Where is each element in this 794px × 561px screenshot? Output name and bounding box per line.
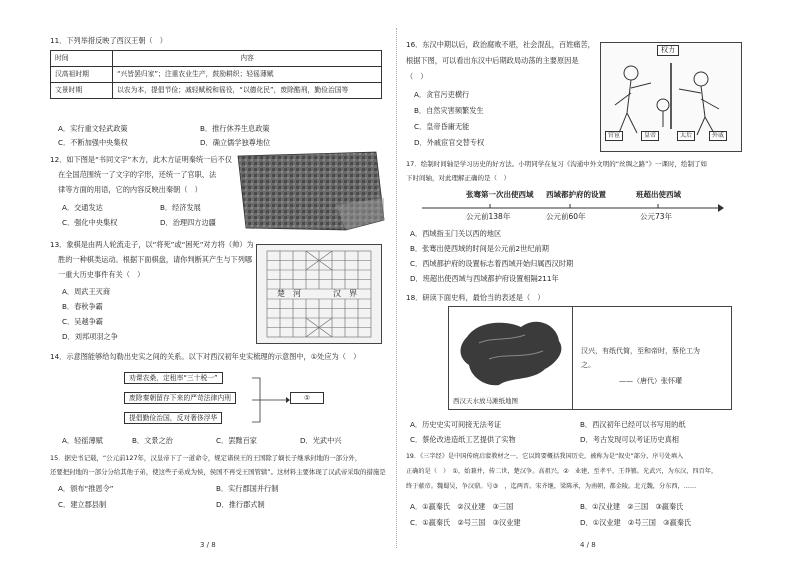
q18-map-panel [449, 307, 573, 409]
timeline-date-2: 公元前60年 [546, 212, 586, 221]
table-header-content: 内容 [113, 51, 382, 67]
paper-map-image [449, 307, 571, 393]
question-12-stem-line3: 律等方面的用语，它的内容反映出秦朝（ ） [58, 185, 202, 194]
q19-option-b[interactable]: B．①汉业建 ②三国 ③嬴秦氏 [580, 502, 684, 511]
q17-option-d[interactable]: D．班超出使西域与西域都护府设置相隔211年 [410, 274, 559, 283]
q14-option-a[interactable]: A．轻徭薄赋 [62, 436, 103, 445]
q17-option-b[interactable]: B．张骞出使西域的时间是公元前2世纪前期 [410, 244, 549, 253]
label-eunuch: 官宦 [605, 131, 623, 141]
table-cell: 文景时期 [51, 83, 113, 99]
table-row [51, 67, 382, 83]
board-text-han-jie: 汉 界 [333, 289, 357, 298]
page-number-left: 3 / 8 [200, 541, 216, 549]
question-13-stem-line1: 13．象棋是由两人轮流走子，以“将死”或“困死”对方将（帅）为 [50, 240, 254, 249]
q17-option-a[interactable]: A．西域指玉门关以西的地区 [410, 229, 502, 238]
page-number-right: 4 / 8 [580, 541, 596, 549]
q12-option-b[interactable]: B．经济发展 [160, 203, 201, 212]
flow-result-box: ① [290, 392, 324, 404]
map-caption: 西汉天水放马滩纸地图 [453, 397, 518, 405]
q16-option-b[interactable]: B．自然灾害频繁发生 [414, 106, 484, 115]
q14-option-d[interactable]: D．光武中兴 [300, 436, 342, 445]
quote-line-1: 汉兴，有纸代简，至和帝时，蔡伦工为 [581, 347, 700, 355]
table-header-time: 时间 [51, 51, 113, 67]
q12-option-a[interactable]: A．交通发达 [62, 203, 103, 212]
q18-material-box [448, 306, 732, 410]
q12-option-d[interactable]: D．治理四方边疆 [160, 218, 216, 227]
wooden-tablet-image [236, 150, 386, 232]
q11-option-b[interactable]: B．推行休养生息政策 [200, 124, 270, 133]
question-17-stem-line1: 17．绘制时间轴是学习历史的好方法。小明同学在复习《沟通中外文明的“丝绸之路”》一课时，绘制了如 [406, 160, 708, 168]
question-13-stem-line3: 一重大历史事件有关（ ） [58, 270, 145, 279]
timeline-event-2: 西域都护府的设置 [546, 190, 606, 199]
q13-option-b[interactable]: B．春秋争霸 [62, 302, 103, 311]
q13-option-a[interactable]: A．周武王灭商 [62, 287, 111, 296]
table-row [51, 51, 382, 67]
q19-option-c[interactable]: C．①嬴秦氏 ②号三国 ③汉业建 [410, 518, 521, 527]
q15-option-b[interactable]: B．实行郡国并行制 [216, 484, 279, 493]
flow-brace [250, 374, 290, 426]
chessboard-grid [257, 245, 381, 343]
q11-option-c[interactable]: C．不断加强中央集权 [58, 138, 128, 147]
question-14-stem: 14．示意图能够给勾勒出史实之间的关系。以下对西汉初年史实梳理的示意图中，①处应为（ ） [50, 352, 361, 361]
board-text-chu-he: 楚 河 [277, 289, 301, 298]
question-18-stem: 18．研读下面史料，最恰当的表述是（ ） [406, 293, 545, 302]
q13-option-c[interactable]: C．吴越争霸 [62, 317, 103, 326]
quote-source: ——（唐代）张怀瓘 [619, 377, 682, 385]
q18-option-b[interactable]: B．西汉初年已经可以书写用的纸 [580, 420, 686, 429]
label-emperor: 皇帝 [641, 131, 659, 141]
q15-option-a[interactable]: A．颁布“推恩令” [58, 484, 114, 493]
flow-box-2: 废除秦朝留存下来的严苛法律内刑 [124, 392, 236, 404]
power-struggle-cartoon [600, 42, 742, 152]
question-11-stem: 11．下列举措反映了西汉王朝（ ） [50, 36, 167, 45]
q13-option-d[interactable]: D．刘邦项羽之争 [62, 332, 118, 341]
flow-box-3: 提倡勤俭治国，反对奢侈浮华 [124, 412, 222, 424]
q12-option-c[interactable]: C．强化中央集权 [62, 218, 118, 227]
question-15-stem-line1: 15．据史书记载，“公元前127年，汉皇帝下了一道命令，规定诸侯王的王国除了嫡长子继承封地的一部分外， [50, 454, 362, 462]
quote-line-2: 之。 [581, 361, 595, 369]
timeline-date-1: 公元前138年 [466, 212, 511, 221]
question-19-stem-line1: 19．《三字经》是中国传统启蒙教材之一，它以简要概括我国历史，被称为是“叙史”部分，序号处填入 [406, 453, 684, 460]
question-12-stem-line2: 在全国范围统一了文字的字形，还统一了官职、法 [58, 170, 217, 179]
q18-option-a[interactable]: A．历史史实可间接无法考证 [410, 420, 502, 429]
timeline-event-1: 张骞第一次出使西域 [466, 190, 534, 199]
question-16-stem-line1: 16．东汉中期以后，政治腐败不堪，社会混乱，百姓痛苦， [406, 40, 595, 49]
q15-option-d[interactable]: D．推行郡式制 [216, 500, 265, 509]
question-17-stem-line2: 下时间轴，对此理解正确的是（ ） [406, 174, 510, 182]
label-consort-clan: 外戚 [709, 131, 727, 141]
timeline-date-3: 公元73年 [640, 212, 673, 221]
question-16-stem-line3: （ ） [406, 72, 428, 81]
q16-option-a[interactable]: A．贪官污吏横行 [414, 90, 470, 99]
q14-option-b[interactable]: B．文景之治 [132, 436, 173, 445]
table-row [51, 83, 382, 99]
q15-option-c[interactable]: C．建立郡县制 [58, 500, 107, 509]
q19-option-d[interactable]: D．①汉业建 ②号三国 ③嬴秦氏 [580, 518, 692, 527]
question-19-stem-line3: 终于献帝。魏蜀吴，争汉鼎。号③ ，迄两晋。宋齐继，梁陈承，为南朝，都金陵。北元魏，分东西，…… [406, 483, 697, 490]
table-cell: 汉高祖时期 [51, 67, 113, 83]
table-cell: “兴皆罢归家”；注重农业生产，鼓励耕织；轻徭薄赋 [113, 67, 382, 83]
question-16-stem-line2: 根据下图，可以看出东汉中后期政局动荡的主要原因是 [406, 56, 579, 65]
q14-option-c[interactable]: C．罢黜百家 [216, 436, 257, 445]
q18-option-c[interactable]: C．蔡伦改进造纸工艺提供了实物 [410, 435, 516, 444]
question-13-stem-line2: 胜的一种棋类运动。根据下面棋盘，请你判断其产生与下列哪 [58, 255, 253, 264]
question-12-stem-line1: 12．如下图是“书同文字”木方，此木方证明秦统一后不仅 [50, 155, 232, 164]
page-divider [396, 28, 397, 548]
chessboard-image [256, 244, 382, 344]
q16-option-d[interactable]: D．外戚宦官交替专权 [414, 138, 485, 147]
question-11-table [50, 50, 382, 99]
question-19-stem-line2: 正确的是（ ） ①，始兼并，传二世，楚汉争。高祖兴，② 业建，至孝平，王莽篡。光武兴，为东汉，四百年， [406, 468, 718, 475]
flow-box-1: 劝课农桑，定租率“三十税一” [124, 372, 223, 384]
q16-option-c[interactable]: C．皇帝昏庸无能 [414, 122, 470, 131]
q11-option-a[interactable]: A．实行重文轻武政策 [58, 124, 128, 133]
q17-option-c[interactable]: C．西域都护府的设置标志着西域开始归属西汉时期 [410, 259, 574, 268]
timeline-event-3: 班超出使西域 [636, 190, 681, 199]
label-power: 权力 [657, 45, 679, 56]
label-empress-dowager: 太后 [677, 131, 695, 141]
q11-option-d[interactable]: D．确立儒学独尊地位 [200, 138, 271, 147]
question-15-stem-line2: 还要把封地的一部分分给其他子弟，使这些子弟成为侯，侯国不再受王国管辖”。这材料主要体现了汉武帝采取的措施是 [50, 468, 386, 476]
q18-option-d[interactable]: D．考古发现可以考证历史真相 [580, 435, 679, 444]
table-cell: 以农为本，提倡节俭；减轻赋税和徭役，“以德化民”，废除酷刑，勤俭治国等 [113, 83, 382, 99]
q19-option-a[interactable]: A．①嬴秦氏 ②汉业建 ③三国 [410, 502, 514, 511]
